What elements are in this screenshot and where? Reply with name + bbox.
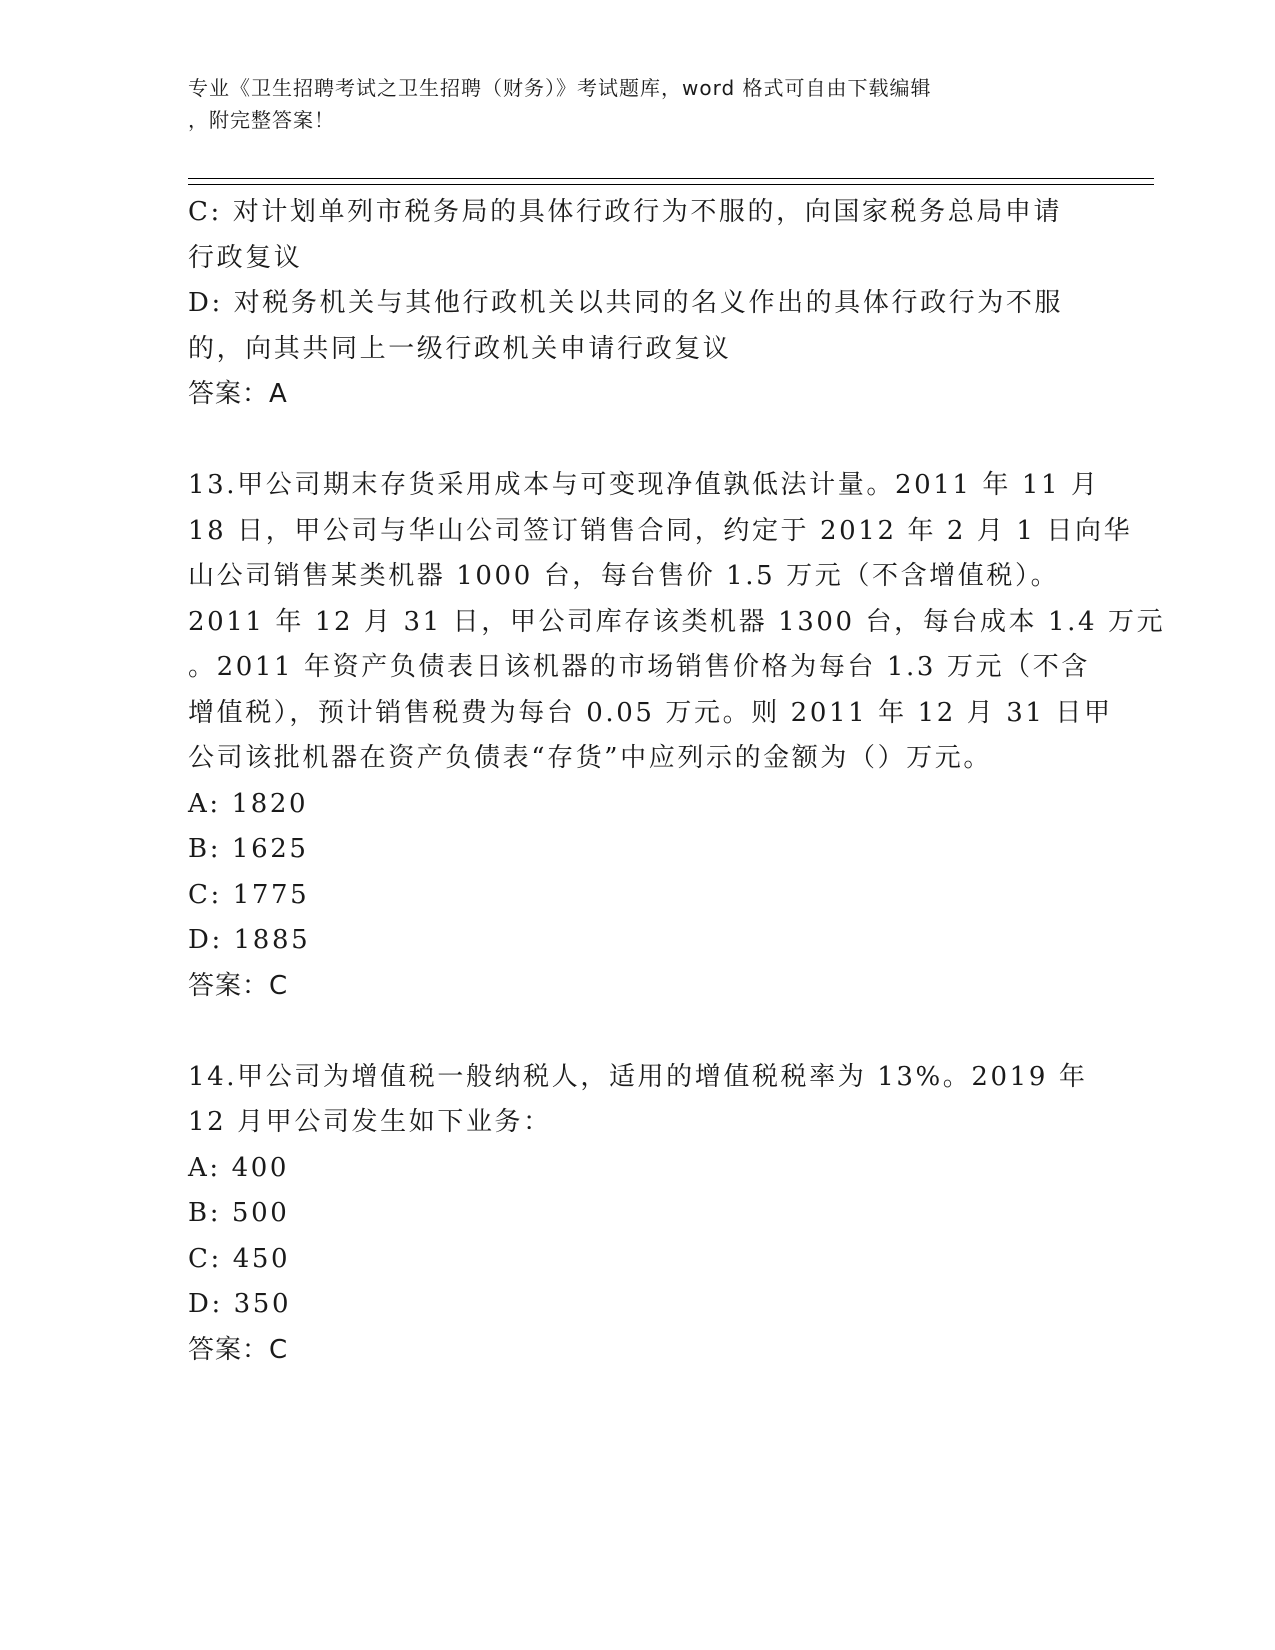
header-line-1: 专业《卫生招聘考试之卫生招聘（财务）》考试题库，word 格式可自由下载编辑 — [188, 76, 932, 100]
q13-option-a: A: 1820 — [188, 788, 309, 819]
header-line-2: ，附完整答案！ — [188, 108, 335, 132]
q13-stem-line: 山公司销售某类机器 1000 台，每台售价 1.5 万元（不含增值税）。 — [188, 561, 1060, 591]
question-12-tail — [188, 190, 1088, 418]
q12-option-d-line-1: D: 对税务机关与其他行政机关以共同的名义作出的具体行政行为不服 — [188, 288, 1064, 318]
q14-stem-line: 14.甲公司为增值税一般纳税人，适用的增值税税率为 13%。2019 年 — [188, 1061, 1088, 1092]
q12-option-c-line-1: C: 对计划单列市税务局的具体行政行为不服的，向国家税务总局申请 — [188, 197, 1063, 227]
q14-option-a: A: 400 — [188, 1152, 290, 1183]
q12-answer: 答案：A — [188, 379, 288, 409]
q14-option-c: C: 450 — [188, 1243, 291, 1274]
document-header — [188, 72, 1068, 136]
q13-option-c: C: 1775 — [188, 879, 310, 910]
question-14 — [188, 1055, 1088, 1374]
document-body — [188, 190, 1166, 1373]
q14-option-d: D: 350 — [188, 1289, 292, 1319]
q13-stem-line: 13.甲公司期末存货采用成本与可变现净值孰低法计量。2011 年 11 月 — [188, 470, 1100, 500]
question-13 — [188, 463, 1166, 1009]
q14-option-b: B: 500 — [188, 1198, 290, 1228]
header-divider-bottom — [188, 184, 1154, 185]
q14-answer: 答案：C — [188, 1334, 289, 1365]
q13-stem-line: 增值税），预计销售税费为每台 0.05 万元。则 2011 年 12 月 31 日甲 — [188, 697, 1113, 728]
spacer — [188, 418, 1088, 464]
q14-stem-line: 12 月甲公司发生如下业务： — [188, 1107, 552, 1137]
q13-answer: 答案：C — [188, 970, 289, 1001]
q12-option-c-line-2: 行政复议 — [188, 242, 303, 273]
q12-option-d-line-2: 的，向其共同上一级行政机关申请行政复议 — [188, 333, 732, 364]
spacer — [188, 1009, 1088, 1055]
q13-stem-line: 2011 年 12 月 31 日，甲公司库存该类机器 1300 台，每台成本 1.4 万元 — [188, 606, 1166, 637]
q13-option-b: B: 1625 — [188, 834, 309, 864]
q13-option-d: D: 1885 — [188, 925, 311, 955]
header-divider-top — [188, 178, 1154, 179]
q13-stem-line: 公司该批机器在资产负债表“存货”中应列示的金额为（）万元。 — [188, 743, 992, 773]
q13-stem-line: 18 日，甲公司与华山公司签订销售合同，约定于 2012 年 2 月 1 日向华 — [188, 515, 1133, 546]
q13-stem-line: 。2011 年资产负债表日该机器的市场销售价格为每台 1.3 万元（不含 — [188, 652, 1090, 682]
